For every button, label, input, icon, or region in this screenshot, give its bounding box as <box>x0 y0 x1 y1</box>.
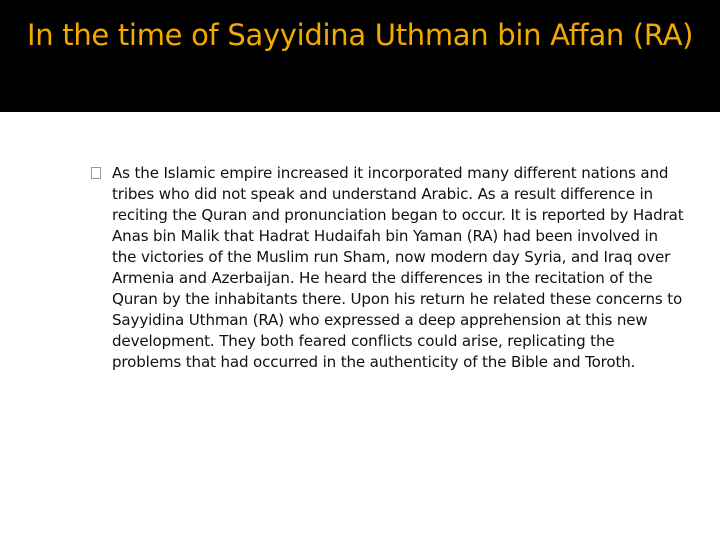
bullet-item <box>112 163 684 373</box>
title-bar <box>0 0 720 112</box>
bullet-box-icon <box>91 167 101 179</box>
bullet-text: As the Islamic empire increased it incorporated many different nations and tribes who did not speak and understand Arabic. As a result difference in reciting the Quran and pronunciation began to occur. It is reported by Hadrat Anas bin Malik that Hadrat Hudaifah bin Yaman (RA) had been involved in the victories of the Muslim run Sham, now modern day Syria, and Iraq over Armenia and Azerbaijan. He heard the differences in the recitation of the Quran by the inhabitants there. Upon his return he related these concerns to Sayyidina Uthman (RA) who expressed a deep apprehension at this new development. They both feared conflicts could arise, replicating the problems that had occurred in the authenticity of the Bible and Toroth. <box>112 164 684 371</box>
slide-title: In the time of Sayyidina Uthman bin Affan (RA) <box>27 18 694 52</box>
